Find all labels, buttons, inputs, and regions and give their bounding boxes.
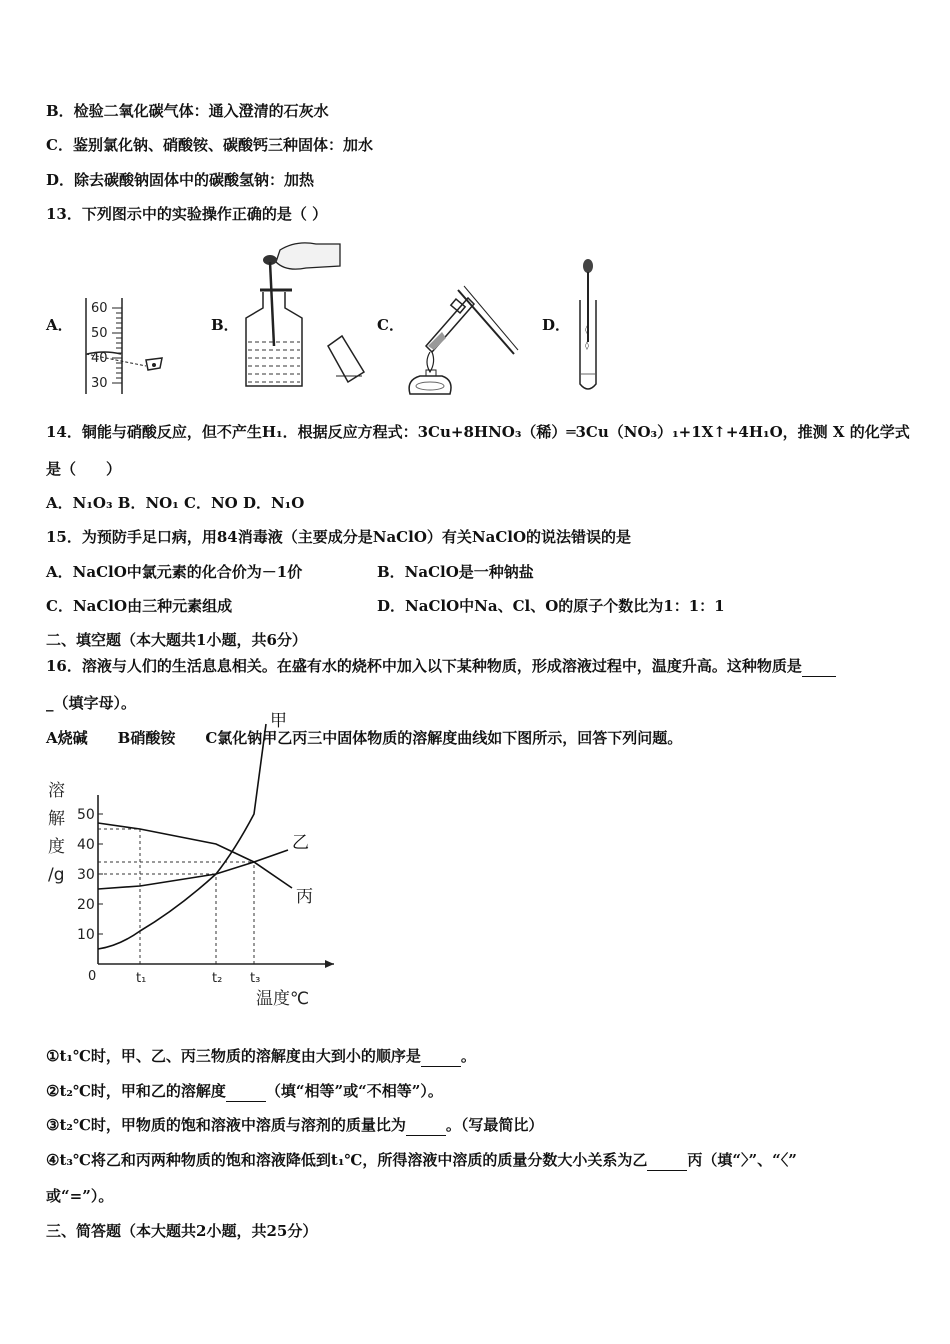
q12-option-c: C．鉴别氯化钠、硝酸铵、碳酸钙三种固体：加水 — [46, 136, 373, 154]
q13-figure-a-cylinder-reading — [82, 296, 174, 396]
q13-label-b: B． — [211, 316, 239, 334]
q16-sub1 — [46, 1046, 476, 1067]
section-3-heading: 三、简答题（本大题共2小题，共25分） — [46, 1222, 318, 1240]
x-tick-label: t₁ — [136, 971, 147, 986]
solubility-curve-chart — [40, 711, 340, 1012]
q16-sub2-blank[interactable] — [226, 1081, 266, 1102]
q15-option-b: B．NaClO是一种钠盐 — [377, 563, 534, 581]
x-tick-label: t₂ — [212, 971, 223, 986]
svg-text:◊: ◊ — [585, 341, 589, 350]
series-label-乙: 乙 — [292, 833, 309, 853]
y-tick-label: 20 — [77, 897, 95, 913]
y-axis-label-char: /g — [48, 865, 65, 885]
q13-label-d: D． — [542, 316, 571, 334]
q16-sub3 — [46, 1115, 543, 1136]
q15-option-a: A．NaClO中氯元素的化合价为－1价 — [46, 563, 303, 581]
q16-choices: A烧碱 B硝酸铵 C氯化钠甲乙丙三中固体物质的溶解度曲线如下图所示，回答下列问题。 — [46, 729, 683, 747]
section-2-heading: 二、填空题（本大题共1小题，共6分） — [46, 631, 307, 649]
x-tick-label: t₃ — [250, 971, 261, 986]
y-axis-label-char: 溶 — [48, 781, 65, 801]
y-axis-label-char: 度 — [48, 837, 65, 857]
cyl-tick-50: 50 — [91, 326, 108, 341]
q12-option-d: D．除去碳酸钠固体中的碳酸氢钠：加热 — [46, 171, 315, 189]
x-axis-arrow — [325, 960, 334, 968]
q16-fill-hint: （填字母）。 — [53, 694, 137, 712]
q16-sub2-text: ②t₂℃时，甲和乙的溶解度 — [46, 1082, 226, 1100]
alcohol-lamp-icon — [409, 376, 451, 394]
q16-sub2 — [46, 1081, 443, 1102]
q13-figure-b-pouring — [236, 236, 366, 396]
q16-sub3-end: 。（写最简比） — [445, 1116, 544, 1134]
q15-stem: 15．为预防手足口病，用84消毒液（主要成分是NaClO）有关NaClO的说法错误的是 — [46, 528, 632, 546]
q16-sub4-text: ④t₃℃将乙和丙两种物质的饱和溶液降低到t₁℃，所得溶液中溶质的质量分数大小关系为乙 — [46, 1151, 648, 1169]
q16-sub3-blank[interactable] — [406, 1115, 446, 1136]
q16-stem-line1 — [46, 656, 836, 677]
origin-label: 0 — [88, 969, 97, 984]
q14-stem-line2: 是（ ） — [46, 460, 122, 478]
q16-stem-line2 — [46, 693, 136, 713]
q14-options: A．N₁O₃ B．NO₁ C．NO D．N₁O — [46, 494, 305, 512]
q14-stem-line1: 14．铜能与硝酸反应，但不产生H₁．根据反应方程式：3Cu+8HNO₃（稀）═3Cu（NO₃）₁+1X↑+4H₁O，推测 X 的化学式 — [46, 423, 910, 441]
q16-sub4-blank[interactable] — [647, 1150, 687, 1171]
series-label-甲: 甲 — [270, 711, 287, 731]
q16-blank-underscore: _ — [46, 694, 54, 712]
q16-answer-blank[interactable] — [802, 656, 836, 677]
q13-figure-d-dropper — [570, 256, 606, 396]
q16-sub1-blank[interactable] — [421, 1046, 461, 1067]
cyl-tick-40: 40 — [91, 351, 108, 366]
stopper-icon — [328, 336, 364, 382]
svg-text:◊: ◊ — [585, 325, 589, 334]
y-tick-label: 10 — [77, 927, 95, 943]
q13-figure-c-heating-test-tube — [402, 282, 522, 398]
y-tick-label: 50 — [77, 807, 95, 823]
y-tick-label: 40 — [77, 837, 95, 853]
q15-option-d: D．NaClO中Na、Cl、O的原子个数比为1：1：1 — [377, 597, 725, 615]
series-line-丙 — [98, 823, 292, 888]
q16-sub2-end: （填“相等”或“不相等”）。 — [265, 1082, 443, 1100]
flame-icon — [427, 352, 434, 372]
cyl-tick-30: 30 — [91, 376, 108, 391]
q16-sub3-text: ③t₂℃时，甲物质的饱和溶液中溶质与溶剂的质量比为 — [46, 1116, 406, 1134]
y-tick-label: 30 — [77, 867, 95, 883]
hand-icon — [276, 243, 340, 269]
q13-label-a: A． — [46, 316, 73, 334]
series-line-乙 — [98, 850, 288, 889]
q16-sub4-line2: 或“=”）。 — [46, 1187, 114, 1205]
q12-option-b: B．检验二氧化碳气体：通入澄清的石灰水 — [46, 102, 329, 120]
q16-stem-text: 16．溶液与人们的生活息息相关。在盛有水的烧杯中加入以下某种物质，形成溶液过程中，温度升高。这种物质是 — [46, 657, 802, 675]
q16-sub1-text: ①t₁℃时，甲、乙、丙三物质的溶解度由大到小的顺序是 — [46, 1047, 421, 1065]
series-label-丙: 丙 — [296, 887, 313, 907]
q16-sub4 — [46, 1150, 797, 1171]
q13-stem: 13．下列图示中的实验操作正确的是（ ） — [46, 205, 328, 223]
q16-sub4-end: 丙（填“〉”、“〈” — [687, 1151, 797, 1169]
q15-option-c: C．NaClO由三种元素组成 — [46, 597, 233, 615]
cyl-tick-60: 60 — [91, 301, 108, 316]
dropper-bulb-icon — [583, 259, 593, 273]
y-axis-label-char: 解 — [48, 809, 65, 829]
q16-sub1-end: 。 — [460, 1047, 476, 1065]
x-axis-label: 温度℃ — [256, 989, 310, 1009]
q13-label-c: C． — [377, 316, 404, 334]
